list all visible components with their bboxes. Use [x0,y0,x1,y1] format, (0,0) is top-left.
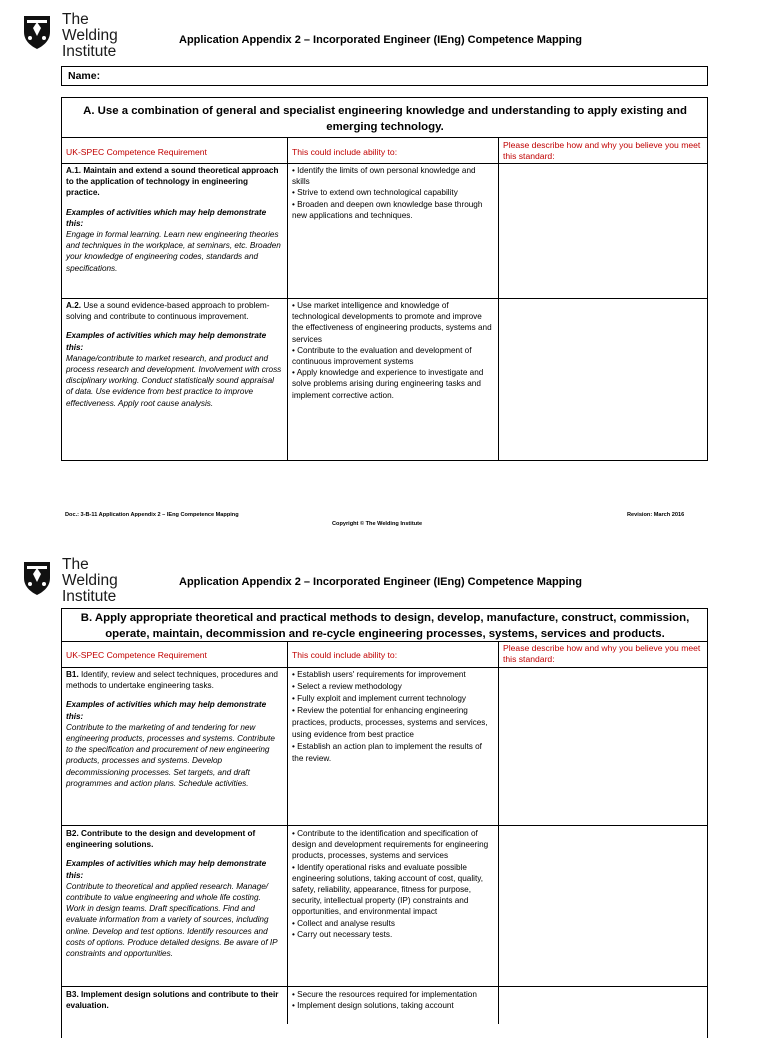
examples-b2: Contribute to theoretical and applied research. Manage/ contribute to value engineering and whole life costing. Work in design teams. Draft specifications. Find and evaluate information from a variety of sources, including online. Develop and test options. Identify resources and costs of options. Produce detailed designs. Be aware of IP constraints and opportunities. [66,881,278,959]
column-header-requirement: UK-SPEC Competence Requirement [66,650,207,660]
name-label: Name: [68,70,101,82]
abilities-a1: • Identify the limits of own personal knowledge and skills • Strive to extend own technological capability • Broaden and deepen own knowledge base through new applications and techniques. [292,166,483,220]
abilities-a2: • Use market intelligence and knowledge of technological developments to promote and improve the effectiveness of engineering products, systems and services • Contribute to the evaluation and development of continuous improvement systems • Apply knowledge and experience to investigate and solve problems arising during engineering tasks and implement corrective action. [292,301,492,400]
response-field-b2[interactable] [499,826,707,986]
section-b-title: B. Apply appropriate theoretical and practical methods to design, develop, manufacture, construct, commission, operate, maintain, decommission and re-cycle engineering processes, systems, services and products. [80,612,690,640]
footer-doc-reference: Doc.: 3-B-11 Application Appendix 2 – IEng Competence Mapping [65,512,239,518]
examples-label: Examples of activities which may help demonstrate this: [66,859,267,880]
examples-b1: Contribute to the marketing of and tendering for new engineering products, processes and systems. Contribute to the specification and procurement of new engineering products, processes and systems. Develop decommissioning processes. Set targets, and draft programmes and action plans. Schedule activities. [66,722,275,788]
response-field-a2[interactable] [499,298,707,460]
page-title: Application Appendix 2 – Incorporated Engineer (IEng) Competence Mapping [179,34,582,46]
requirement-b2: B2. Contribute to the design and development of engineering solutions. Examples of activities which may help demonstrate this: Contribute to theoretical and applied research. Manage/ contribute to value engineering and whole life costing. Work in design teams. Draft specifications. Find and evaluate information from a variety of sources, including online. Develop and test options. Identify resources and costs of options. Produce detailed designs. Be aware of IP constraints and opportunities. [62,826,286,986]
examples-label: Examples of activities which may help demonstrate this: [66,331,267,352]
column-header-describe: Please describe how and why you believe you meet this standard: [503,643,701,664]
response-field-b3[interactable] [499,987,707,1024]
footer-revision: Revision: March 2016 [627,512,685,518]
abilities-b3: • Secure the resources required for implementation • Implement design solutions, taking account [292,990,477,1011]
column-header-describe: Please describe how and why you believe you meet this standard: [503,140,701,161]
examples-a2: Manage/contribute to market research, and product and process research and development. Involvement with cross disciplinary working. Conduct statistically sound appraisal of data. Use evidence from best practice to improve effectiveness. Apply root cause analysis. [66,353,282,408]
response-field-a1[interactable] [499,163,707,297]
welding-institute-crest-logo [22,560,52,596]
requirement-a1: A.1. Maintain and extend a sound theoretical approach to the application of technology in engineering practice. Examples of activities which may help demonstrate this: Engage in formal learning. Learn new engineering theories and techniques in the workplace, at seminars, etc. Broaden your knowledge of engineering codes, standards and specifications. [66,166,281,273]
requirement-a2: A.2. Use a sound evidence-based approach to problem-solving and contribute to continuous improvement. Examples of activities which may help demonstrate this: Manage/contribute to market research, and product and process research and development. Involvement with cross disciplinary working. Conduct statistically sound appraisal of data. Use evidence from best practice to improve effectiveness. Apply root cause analysis. [66,301,282,408]
name-field[interactable] [61,66,708,86]
column-header-requirement: UK-SPEC Competence Requirement [66,147,207,157]
abilities-b2: • Contribute to the identification and specification of design and development requirements for engineering products, processes, systems and services • Identify operational risks and evaluate possible engineering solutions, taking account of cost, quality, safety, reliability, appearance, fitness for purpose, security, intellectual property (IP) constraints and opportunities, and environmental impact • Collect and analyse results • Carry out necessary tests. [292,829,489,939]
examples-label: Examples of activities which may help demonstrate this: [66,700,267,721]
footer-copyright: Copyright © The Welding Institute [332,521,423,527]
examples-label: Examples of activities which may help demonstrate this: [66,207,267,228]
requirement-b3: B3. Implement design solutions and contribute to their evaluation. [66,990,279,1011]
response-field-b1[interactable] [499,667,707,825]
section-a-title: A. Use a combination of general and specialist engineering knowledge and understanding to apply existing and emerging technology. [83,105,687,133]
abilities-b1: • Establish users' requirements for improvement • Select a review methodology • Fully exploit and implement current technology • Review the potential for enhancing engineering practices, products, processes, systems and services, using evidence from best practice • Establish an action plan to implement the results of the review. [292,670,488,763]
examples-a1: Engage in formal learning. Learn new engineering theories and techniques in the workplace, at seminars, etc. Broaden your knowledge of engineering codes, standards and specifications. [66,230,281,273]
organisation-name: The Welding Institute [62,11,118,60]
welding-institute-crest-logo [22,14,52,50]
organisation-name: The Welding Institute [62,556,118,605]
requirement-b1: B1. Identify, review and select techniques, procedures and methods to undertake engineering tasks. Examples of activities which may help demonstrate this: Contribute to the marketing of and tendering for new engineering products, processes and systems. Contribute to the specification and procurement of new engineering products, processes and systems. Develop decommissioning processes. Set targets, and draft programmes and action plans. Schedule activities. [62,667,286,825]
page-title: Application Appendix 2 – Incorporated Engineer (IEng) Competence Mapping [179,576,582,588]
column-header-ability: This could include ability to: [292,650,398,660]
column-header-ability: This could include ability to: [292,147,398,157]
